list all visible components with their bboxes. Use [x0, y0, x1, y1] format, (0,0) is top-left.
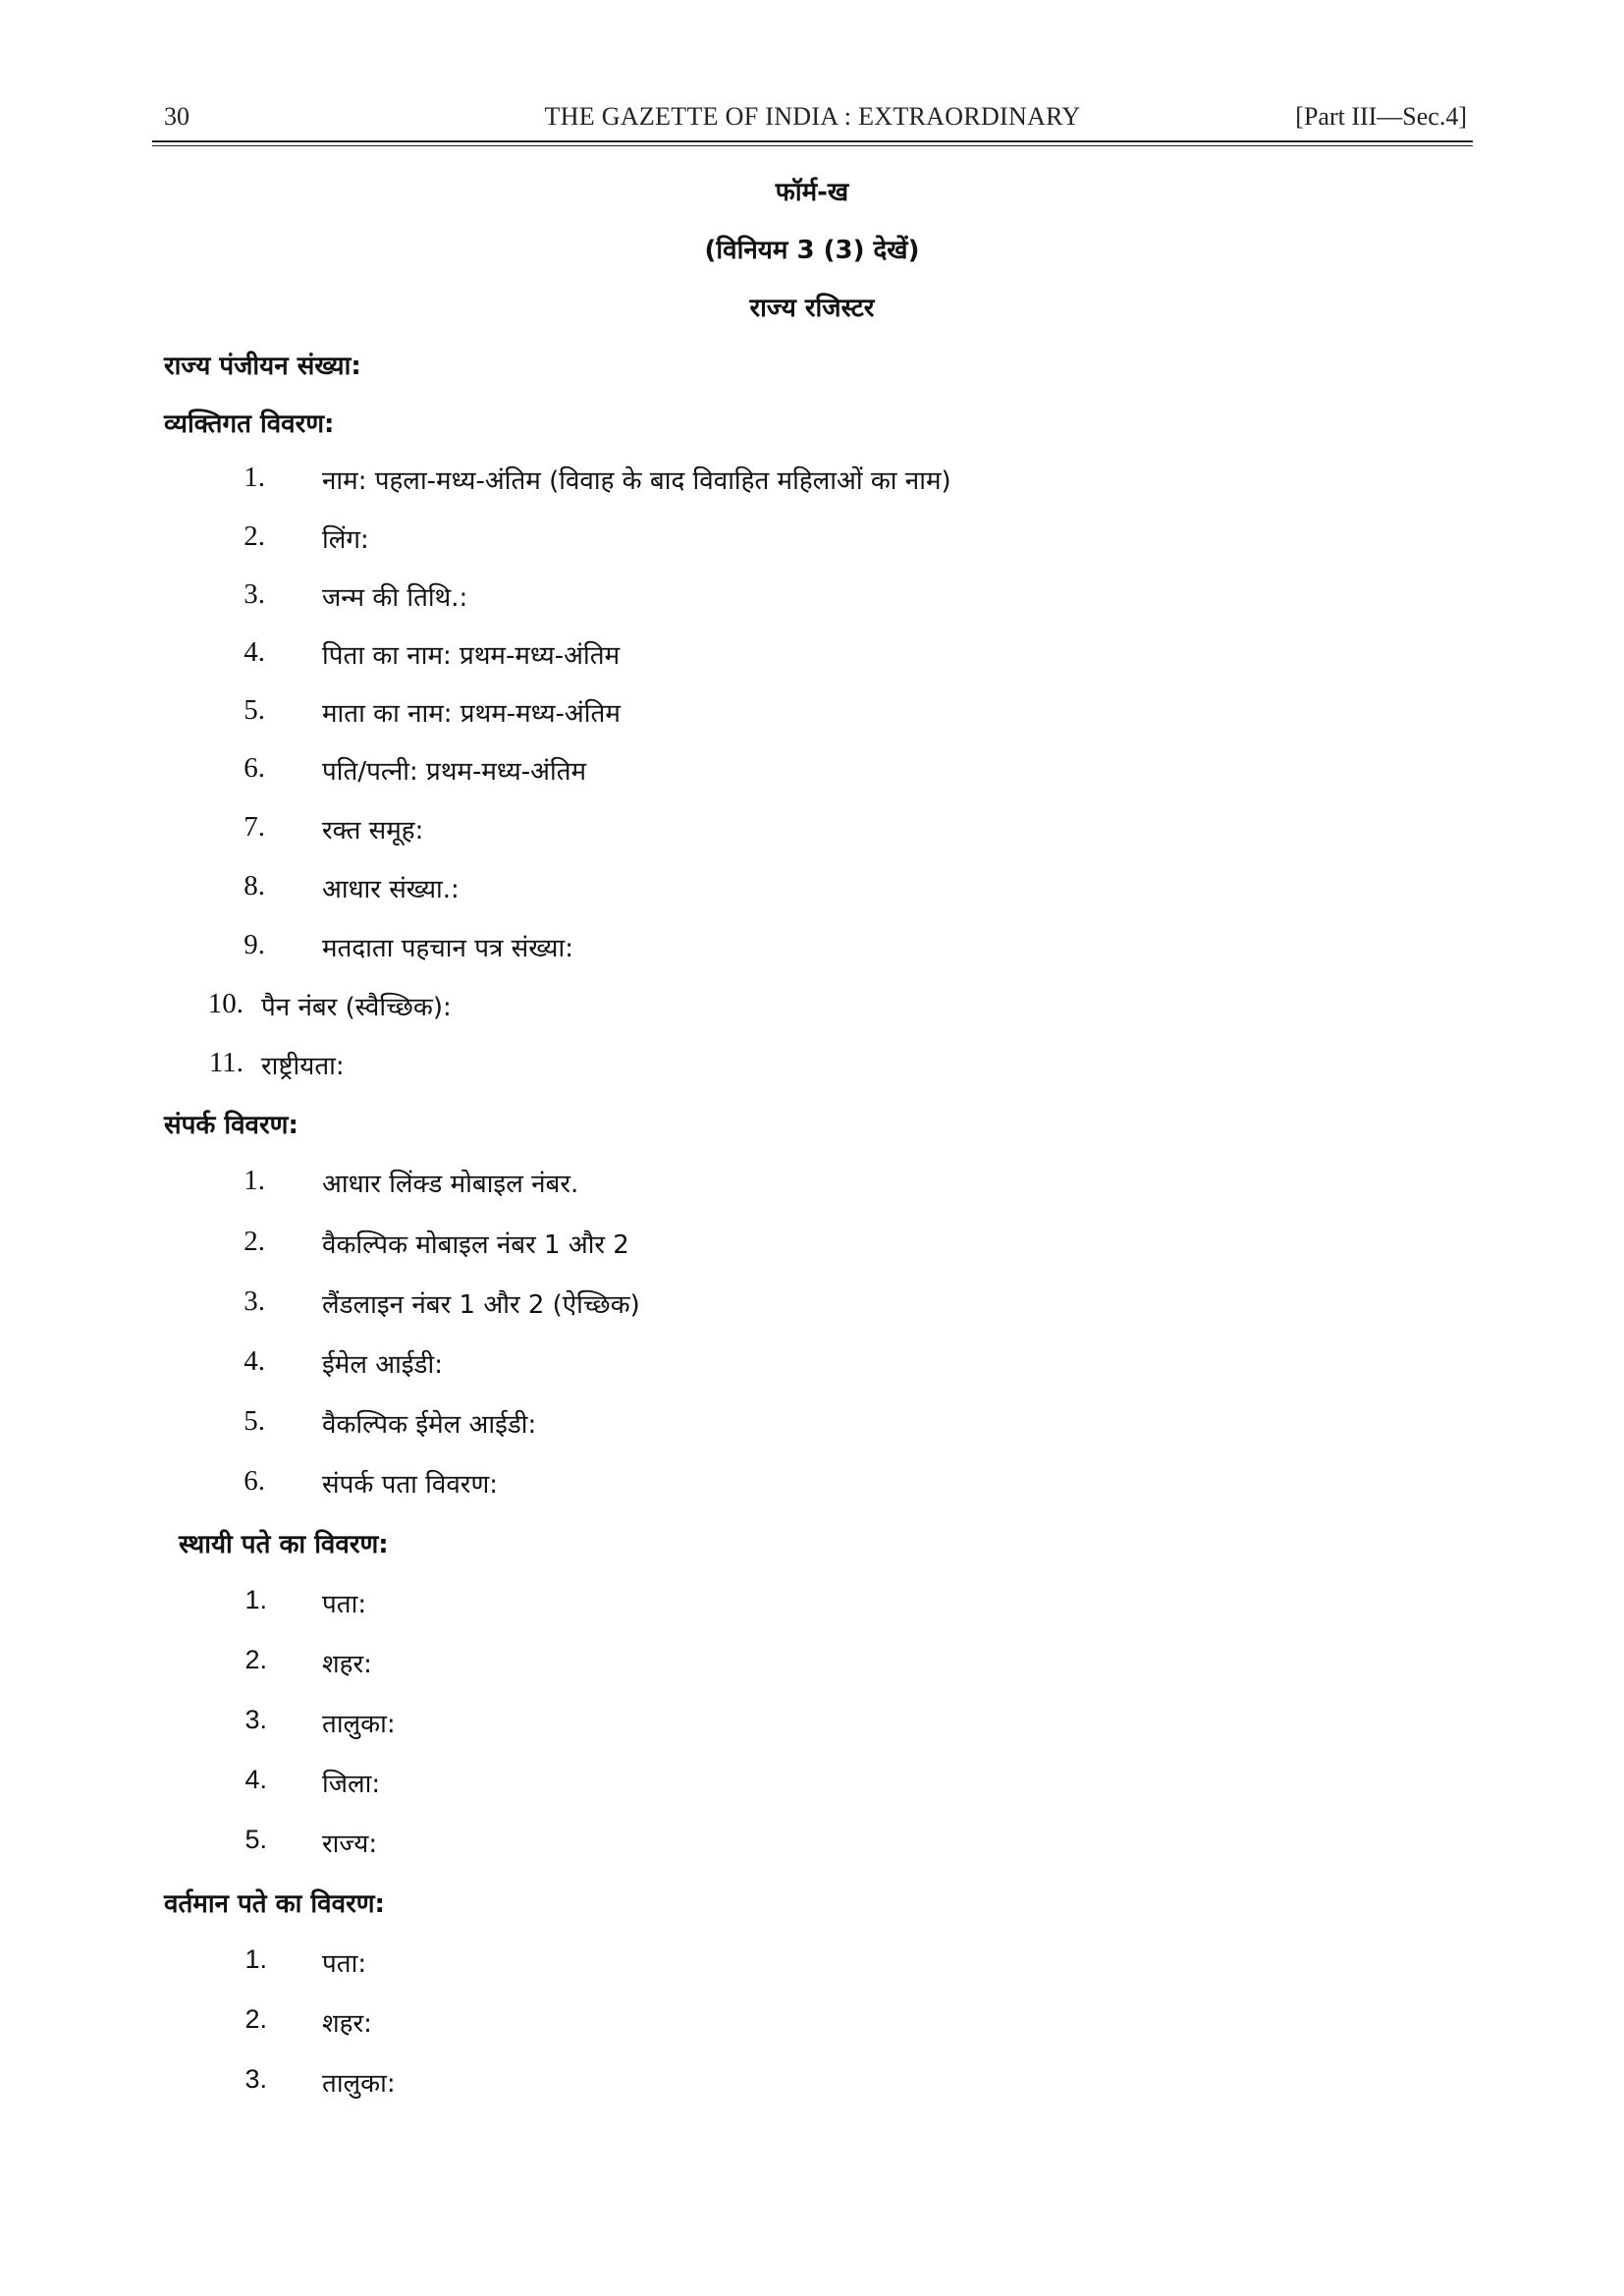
item-number: 4.	[244, 636, 265, 668]
item-label: संपर्क पता विवरण:	[322, 1470, 499, 1500]
item-label: राज्य:	[322, 1830, 378, 1859]
item-number: 8.	[244, 870, 265, 902]
item-number: 5.	[244, 1405, 265, 1437]
form-subtitle: (विनियम 3 (3) देखें)	[704, 236, 920, 265]
item-number: 1.	[244, 1585, 267, 1614]
page-header	[152, 98, 1473, 141]
header-rule-thin	[152, 145, 1473, 146]
item-number: 11.	[208, 1047, 244, 1078]
item-number: 3.	[244, 578, 265, 610]
item-number: 1.	[244, 1165, 265, 1196]
item-number: 6.	[244, 752, 265, 784]
item-label: लैंडलाइन नंबर 1 और 2 (ऐच्छिक)	[322, 1290, 640, 1320]
item-label: वैकल्पिक मोबाइल नंबर 1 और 2	[322, 1230, 629, 1260]
item-number: 4.	[244, 1765, 267, 1794]
item-number: 3.	[244, 2064, 267, 2094]
current-address-heading: वर्तमान पते का विवरण:	[164, 1889, 385, 1919]
item-label: वैकल्पिक ईमेल आईडी:	[322, 1410, 537, 1440]
item-number: 2.	[244, 1226, 265, 1257]
item-number: 9.	[244, 929, 265, 960]
item-number: 7.	[244, 811, 265, 843]
item-number: 3.	[244, 1705, 267, 1734]
item-label: रक्त समूह:	[322, 816, 424, 846]
item-number: 5.	[244, 694, 265, 726]
item-number: 3.	[244, 1285, 265, 1317]
item-label: जिला:	[322, 1770, 381, 1799]
item-number: 5.	[244, 1825, 267, 1854]
item-label: पता:	[322, 1949, 367, 1979]
item-label: पिता का नाम: प्रथम-मध्य-अंतिम	[322, 641, 621, 671]
item-number: 2.	[244, 1645, 267, 1674]
item-label: लिंग:	[322, 525, 369, 555]
item-label: मतदाता पहचान पत्र संख्या:	[322, 934, 573, 963]
personal-details-heading: व्यक्तिगत विवरण:	[164, 410, 335, 439]
registration-number-label: राज्य पंजीयन संख्या:	[164, 352, 361, 381]
register-title: राज्य रजिस्टर	[749, 294, 875, 323]
item-label: तालुका:	[322, 1710, 396, 1739]
item-number: 10.	[207, 988, 244, 1019]
part-section: [Part III—Sec.4]	[1295, 102, 1467, 131]
item-number: 6.	[244, 1465, 265, 1497]
item-number: 1.	[244, 1944, 267, 1974]
header-rule	[152, 140, 1473, 142]
item-label: आधार लिंक्ड मोबाइल नंबर.	[322, 1170, 579, 1199]
item-label: शहर:	[322, 2009, 372, 2039]
page-number: 30	[164, 102, 189, 131]
permanent-address-heading: स्थायी पते का विवरण:	[179, 1530, 389, 1559]
item-label: शहर:	[322, 1650, 372, 1679]
item-label: पति/पत्नी: प्रथम-मध्य-अंतिम	[322, 757, 587, 787]
item-label: पता:	[322, 1590, 367, 1619]
item-number: 4.	[244, 1345, 265, 1377]
item-label: नाम: पहला-मध्य-अंतिम (विवाह के बाद विवाहित महिलाओं का नाम)	[322, 466, 951, 496]
contact-details-heading: संपर्क विवरण:	[164, 1111, 298, 1140]
item-label: ईमेल आईडी:	[322, 1350, 443, 1380]
item-label: पैन नंबर (स्वैच्छिक):	[261, 993, 452, 1022]
item-label: माता का नाम: प्रथम-मध्य-अंतिम	[322, 699, 621, 729]
item-label: जन्म की तिथि.:	[322, 583, 468, 613]
item-label: तालुका:	[322, 2069, 396, 2099]
item-label: आधार संख्या.:	[322, 875, 460, 904]
item-label: राष्ट्रीयता:	[261, 1052, 345, 1081]
form-title: फॉर्म-ख	[775, 178, 849, 207]
item-number: 1.	[244, 462, 265, 493]
item-number: 2.	[244, 2004, 267, 2034]
item-number: 2.	[244, 520, 265, 552]
gazette-title: THE GAZETTE OF INDIA : EXTRAORDINARY	[544, 102, 1081, 131]
